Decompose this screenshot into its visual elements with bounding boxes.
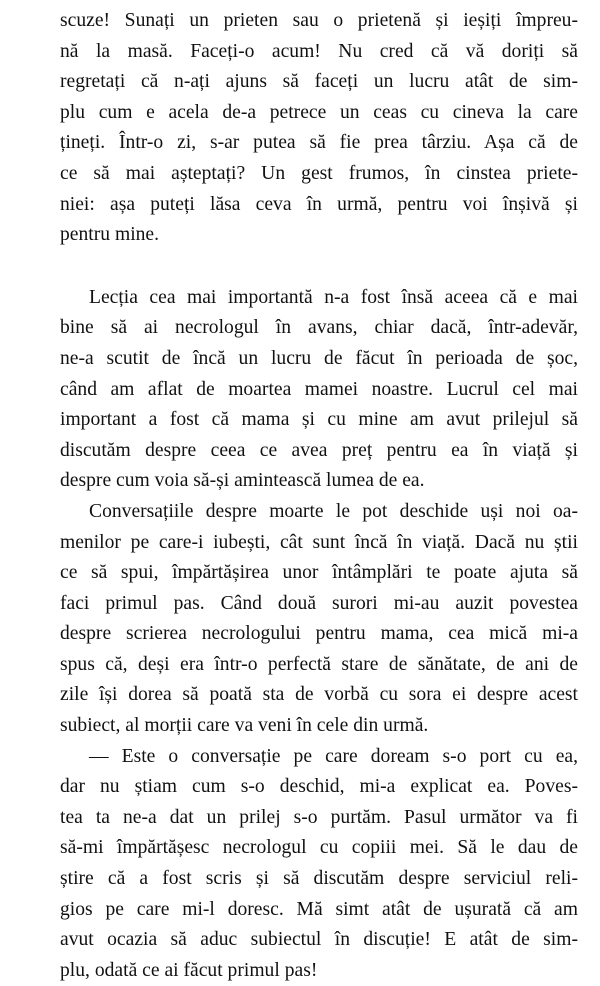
text-line: avut ocazia să aduc subiectul în discuție! E atât de sim- xyxy=(60,929,578,951)
text-line: să-mi împărtășesc necrologul cu copiii mei. Să le dau de xyxy=(60,837,578,859)
text-line: plu cum e acela de-a petrece un ceas cu cineva la care xyxy=(60,101,578,123)
text-line: plu, odată ce ai făcut primul pas! xyxy=(60,959,318,981)
text-line: țineți. Într-o zi, s-ar putea să fie prea târziu. Așa că de xyxy=(60,132,578,154)
text-line: despre scrierea necrologului pentru mama, cea mică mi-a xyxy=(60,623,578,645)
paragraph xyxy=(60,742,578,986)
text-line: ce să spui, împărtășirea unor întâmplări te poate ajuta să xyxy=(60,562,578,584)
text-line: gios pe care mi-l doresc. Mă simt atât de ușurată că am xyxy=(60,898,578,920)
text-line: menilor pe care-i iubești, cât sunt încă în viață. Dacă nu știi xyxy=(60,531,578,553)
text-line: niei: așa puteți lăsa ceva în urmă, pentru voi înșivă și xyxy=(60,193,578,215)
text-line: Conversațiile despre moarte le pot deschide uși noi oa- xyxy=(89,500,578,522)
text-line: ce să mai așteptați? Un gest frumos, în cinstea priete- xyxy=(60,162,578,184)
paragraph xyxy=(60,6,578,251)
text-line: faci primul pas. Când două surori mi-au auzit povestea xyxy=(60,592,578,614)
text-line: subiect, al morții care va veni în cele din urmă. xyxy=(60,715,429,737)
text-line: regretați că n-ați ajuns să faceți un lucru atât de sim- xyxy=(60,71,578,93)
text-line: — Este o conversație pe care doream s-o port cu ea, xyxy=(89,745,578,767)
text-line: important a fost că mama și cu mine am avut prilejul să xyxy=(60,409,578,431)
paragraph xyxy=(60,497,578,742)
text-line: când am aflat de moartea mamei noastre. Lucrul cel mai xyxy=(60,378,578,400)
text-line: bine să ai necrologul în avans, chiar dacă, într-adevăr, xyxy=(60,317,578,339)
text-line: tea ta ne-a dat un prilej s-o purtăm. Pasul următor va fi xyxy=(60,806,578,828)
text-line: despre cum voia să-și amintească lumea de ea. xyxy=(60,470,425,492)
text-line: spus că, deși era într-o perfectă stare de sănătate, de ani de xyxy=(60,653,578,675)
text-line: dar nu știam cum s-o deschid, mi-a explicat ea. Poves- xyxy=(60,776,578,798)
text-line: știre că a fost scris și să discutăm despre serviciul reli- xyxy=(60,868,578,890)
text-line: nă la masă. Faceți-o acum! Nu cred că vă doriți să xyxy=(60,40,578,62)
text-line: Lecția cea mai importantă n-a fost însă aceea că e mai xyxy=(89,286,578,308)
paragraph-gap xyxy=(60,251,578,283)
text-line: discutăm despre ceea ce avea preț pentru ea în viață și xyxy=(60,439,578,461)
text-line: zile își dorea să poată sta de vorbă cu sora ei despre acest xyxy=(60,684,578,706)
text-line: ne-a scutit de încă un lucru de făcut în perioada de șoc, xyxy=(60,347,578,369)
text-line: pentru mine. xyxy=(60,224,160,246)
text-line: scuze! Sunați un prieten sau o prietenă și ieșiți împreu- xyxy=(60,10,578,31)
paragraph xyxy=(60,283,578,497)
